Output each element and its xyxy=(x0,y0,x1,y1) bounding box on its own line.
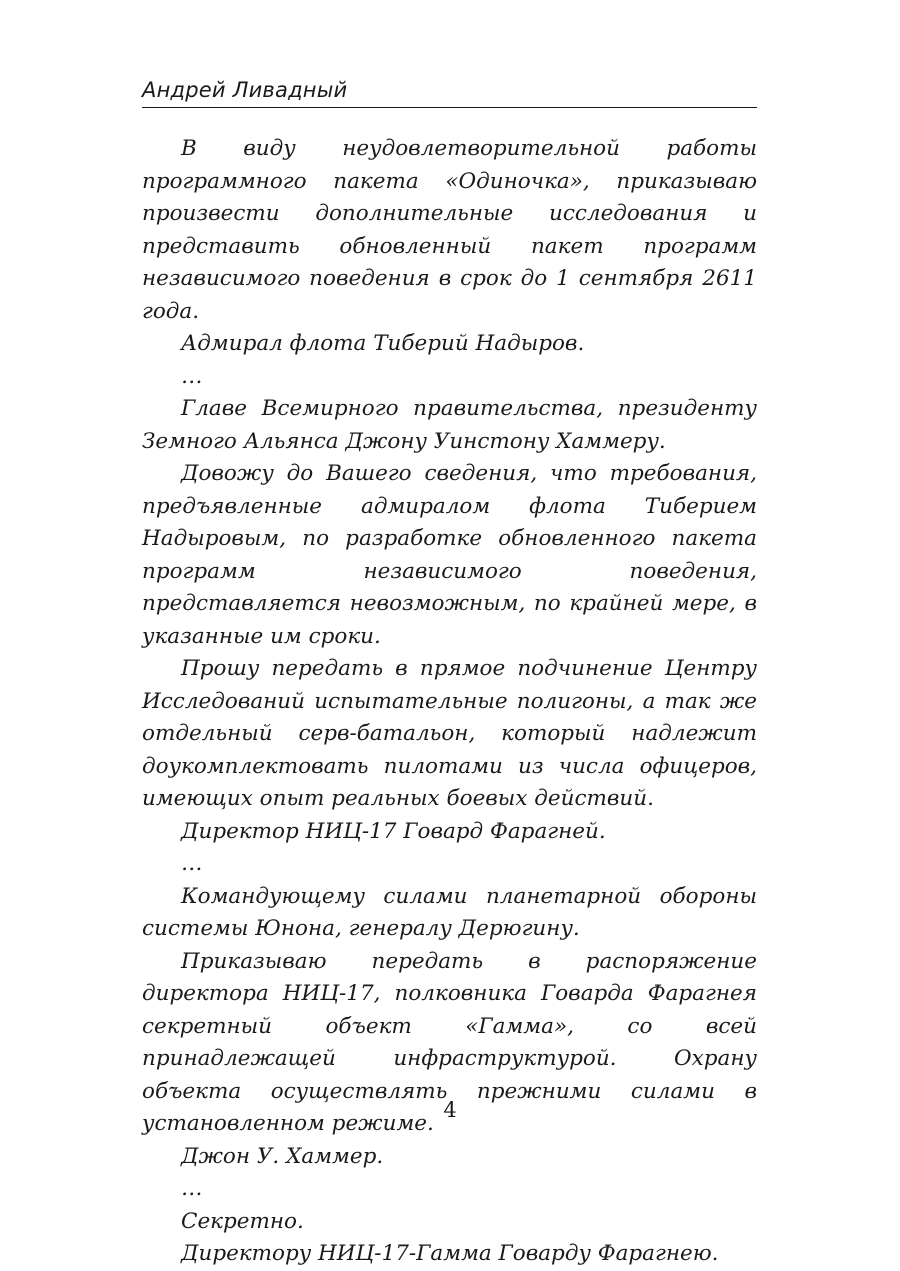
paragraph-ellipsis: … xyxy=(181,1176,203,1201)
paragraph-address-president: Главе Всемирного правительства, президенту Земного Альянса Джону Уинстону Хаммеру. xyxy=(142,396,757,454)
paragraph-order-president: Приказываю передать в распоряжение директора НИЦ-17, полковника Говарда Фарагнея секретный объект «Гамма», со всей принадлежащей инфраструктурой. Охрану объекта осуществлять прежними силами в установленном режиме. xyxy=(142,948,757,1136)
paragraph-request-director: Прошу передать в прямое подчинение Центру Исследований испытательные полигоны, а так же отдельный серв-батальон, который надлежит доукомплектовать пилотами из числа офицеров, имеющих опыт реальных боевых действий. xyxy=(142,656,757,811)
paragraph-ellipsis: … xyxy=(181,363,203,389)
paragraph-address-general: Командующему силами планетарной обороны системы Юнона, генералу Дерюгину. xyxy=(142,883,757,941)
paragraph-ellipsis: … xyxy=(181,851,203,876)
running-header-author: Андрей Ливадный xyxy=(142,78,348,102)
paragraph-secret-mark: Секретно. xyxy=(181,1208,304,1234)
paragraph-report-director: Довожу до Вашего сведения, что требования, предъявленные адмиралом флота Тиберием Надыровым, по разработке обновленного пакета программ независимого поведения, представляется невозможным, по крайней мере, в указанные им сроки. xyxy=(142,461,757,649)
paragraph-order-admiral: В виду неудовлетворительной работы программного пакета «Одиночка», приказываю произвести дополнительные исследования и представить обновленный пакет программ независимого поведения в срок до 1 сентября 2611 года. xyxy=(142,136,757,324)
paragraph-signature-director: Директор НИЦ-17 Говард Фарагней. xyxy=(181,818,606,844)
page-number: 4 xyxy=(443,1098,457,1122)
paragraph-address-director: Директору НИЦ-17-Гамма Говарду Фарагнею. xyxy=(181,1241,719,1266)
header-rule xyxy=(142,107,757,108)
paragraph-signature-admiral: Адмирал флота Тиберий Надыров. xyxy=(181,331,585,356)
paragraph-signature-president: Джон У. Хаммер. xyxy=(181,1143,384,1169)
